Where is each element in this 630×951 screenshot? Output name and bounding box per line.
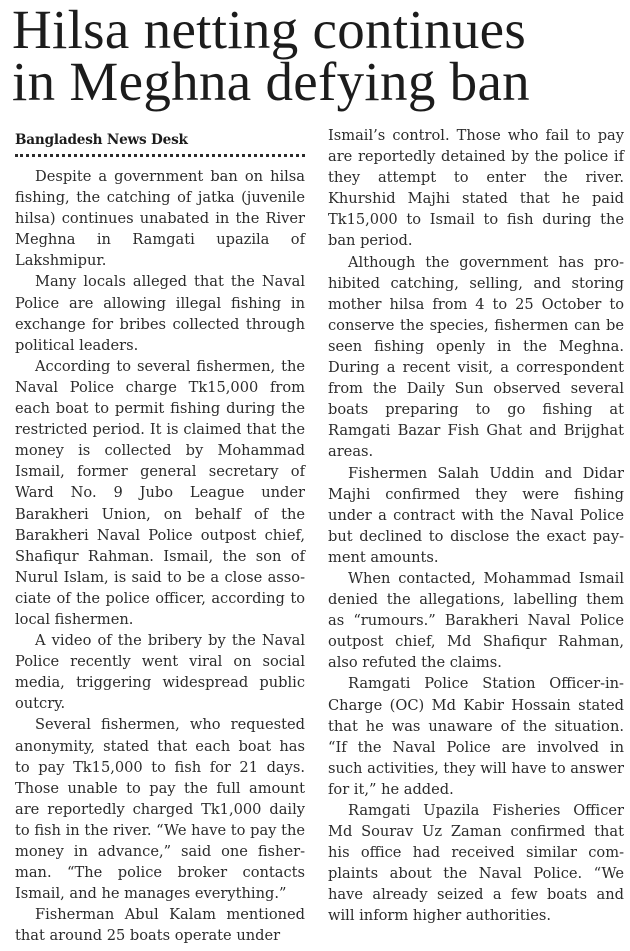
- headline-line-1: Hilsa netting continues: [12, 0, 527, 60]
- paragraph: Ramgati Upazila Fisheries Officer Md Sourav Uz Zaman confirmed that his office had received similar complaints about the Naval Police. “We have already seized a few boats and will inform higher authorities.: [328, 802, 624, 925]
- paragraph: Fisherman Abul Kalam mentioned that around 25 boats operate under: [15, 906, 305, 945]
- article-column-left: [15, 130, 305, 946]
- byline: Bangladesh News Desk: [15, 132, 188, 148]
- paragraph: Several fishermen, who requested anonymity, stated that each boat has to pay Tk15,000 to fish for 21 days. Those unable to pay the full amount are reportedly charged Tk1,000 daily to fish in the river. “We have to pay the money in advance,” said one fisherman. “The police broker contacts Ismail, and he manages everything.”: [15, 716, 305, 903]
- paragraph: Ramgati Police Station Officer-in-Charge (OC) Md Kabir Hossain stated that he was unaware of the situation. “If the Naval Police are involved in such activities, they will have to answer for it,” he added.: [328, 675, 624, 798]
- paragraph: When contacted, Mohammad Ismail denied the allegations, labelling them as “rumours.” Barakheri Naval Police outpost chief, Md Shafiqur Rahman, also refuted the claims.: [328, 569, 624, 672]
- paragraph: Despite a government ban on hilsa fishing, the catching of jatka (juvenile hilsa) continues unabated in the River Meghna in Ramgati upazila of Lakshmipur.: [15, 168, 305, 270]
- headline: [12, 0, 624, 112]
- byline-dotted-divider: [15, 154, 305, 157]
- paragraph: Many locals alleged that the Naval Police are allowing illegal fishing in exchange for bribes collected through political leaders.: [15, 273, 305, 354]
- paragraph: Although the government has prohibited catching, selling, and storing mother hilsa from 4 to 25 October to conserve the species, fishermen can be seen fishing openly in the Meghna. During a recent visit, a correspondent from the Daily Sun observed several boats preparing to go fishing at Ramgati Bazar Fish Ghat and Brijghat areas.: [328, 253, 624, 461]
- paragraph: According to several fishermen, the Naval Police charge Tk15,000 from each boat to permit fishing during the restricted period. It is claimed that the money is collected by Mohammad Ismail, former general secretary of Ward No. 9 Jubo League under Barakheri Union, on behalf of the Barakheri Naval Police outpost chief, Shafiqur Rahman. Ismail, the son of Nurul Islam, is said to be a close associate of the police officer, according to local fishermen.: [15, 357, 305, 628]
- article-column-right: [328, 125, 624, 927]
- paragraph: Fishermen Salah Uddin and Didar Majhi confirmed they were fishing under a contract with the Naval Police but declined to disclose the exact payment amounts.: [328, 464, 624, 566]
- headline-line-2: in Meghna defying ban: [12, 51, 530, 112]
- paragraph-continuation: Ismail’s control. Those who fail to pay are reportedly detained by the police if they attempt to enter the river. Khurshid Majhi stated that he paid Tk15,000 to Ismail to fish during the ban period.: [328, 127, 624, 250]
- paragraph: A video of the bribery by the Naval Police recently went viral on social media, triggering widespread public outcry.: [15, 632, 305, 713]
